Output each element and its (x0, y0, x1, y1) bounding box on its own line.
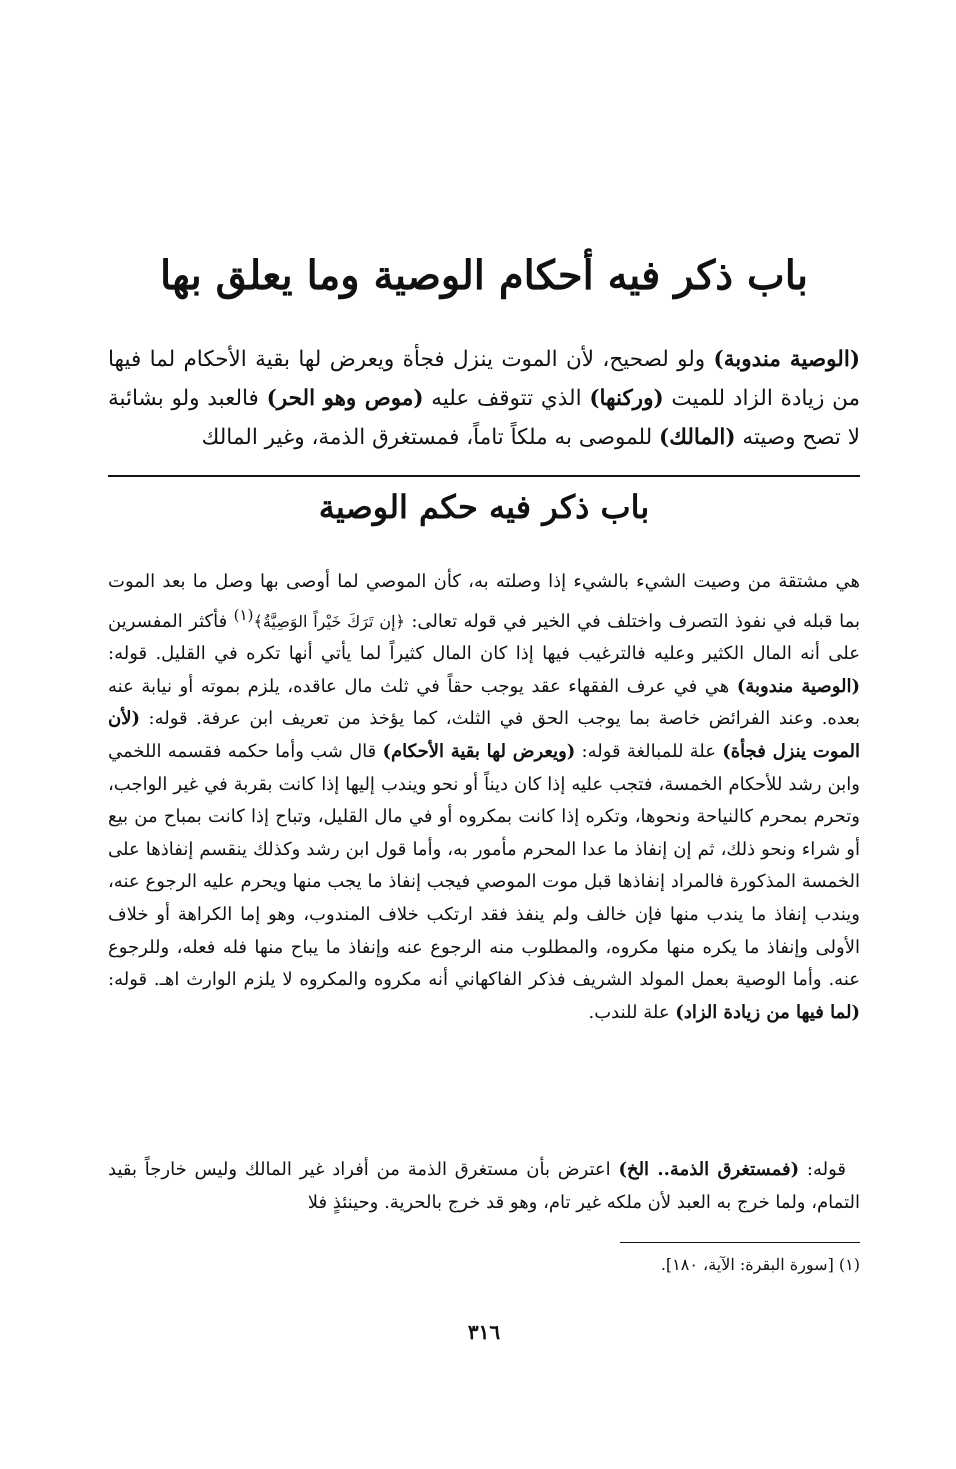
footnote: (١) [سورة البقرة: الآية، ١٨٠]. (660, 1255, 860, 1274)
matn-span-2: الذي تتوقف عليه (423, 386, 590, 411)
commentary-text-2 (108, 1154, 860, 1219)
footnote-rule (620, 1242, 860, 1243)
quran-verse: ﴿إن تَرَكَ خَيْراً الوَصِيَّةُ﴾ (253, 611, 405, 631)
sharh-span-4: علة للمبالغة قوله: (575, 740, 723, 762)
footnote-marker: (١) (233, 605, 254, 624)
section-divider (108, 475, 860, 477)
sharh-span-1: هي مشتقة من وصيت الشيء بالشيء إذا وصلته به، كأن الموصي لما أوصى بها وصل ما بعد الموت بما قبله في نفوذ التصرف واختلف في الخير في قوله تعالى: (108, 571, 860, 632)
matn-span-1: ولو لصحيح، لأن الموت ينزل فجأة ويعرض لها بقية الأحكام لما فيها من زيادة الزاد للميت (108, 347, 860, 411)
sharh-span-5: قال شب وأما حكمه فقسمه اللخمي وابن رشد للأحكام الخمسة، فتجب عليه إذا كان ديناً أو نحو ويندب إليها إذا كانت بقربة في غير الواجب، وتحرم بمحرم كالنياحة ونحوها، وتكره إذا كانت بمكروه أو في مال القليل، وتباح إذا كانت بمباح من بيع أو شراء ونحو ذلك، ثم إن إنفاذ ما عدا المحرم مأمور به، وأما قول ابن رشد وكذلك ينقسم إنفاذها على الخمسة المذكورة فالمراد إنفاذها قبل موت الموصي فيجب إنفاذ ما يجب منها ويحرم عليه الرجوع عنه، ويندب إنفاذ ما يندب منها فإن خالف ولم ينفذ فقد ارتكب خلاف المندوب، وهو إما الكراهة أو خلاف الأولى وإنفاذ ما يكره منها مكروه، والمطلوب منه الرجوع عنه وإنفاذ ما يباح منها فله فعله، وللرجوع عنه. وأما الوصية بعمل المولد الشريف فذكر الفاكهاني أنه مكروه والمكروه لا يلزم الوارث اهـ. قوله: (108, 740, 860, 991)
chapter-title: باب ذكر فيه أحكام الوصية وما يعلق بها (159, 252, 809, 299)
matn-bold-1: (الوصية مندوبة) (713, 347, 860, 372)
matn-bold-3: (موص وهو الحر) (266, 386, 424, 411)
sharh2-span-1: قوله: (799, 1159, 846, 1180)
sharh-span-2: فأكثر المفسرين على أنه المال الكثير وعليه فالترغيب فيها إذا كان المال كثيراً لما يأتي أنها تكره في القليل. قوله: (108, 610, 860, 665)
sharh-bold-4: (لما فيها من زيادة الزاد) (675, 1001, 860, 1023)
sharh-bold-1: (الوصية مندوبة) (736, 675, 860, 697)
sharh-span-6: علة للندب. (588, 1001, 676, 1023)
page (108, 0, 860, 1469)
page-number: ٣١٦ (467, 1320, 501, 1344)
matn-bold-2: (وركنها) (589, 386, 664, 411)
matn-text (108, 340, 860, 457)
sharh-bold-3: (ويعرض لها بقية الأحكام) (382, 740, 576, 762)
sharh-span-3: هي في عرف الفقهاء عقد يوجب حقاً في ثلث مال عاقده، يلزم بموته أو نيابة عنه بعده. وعند الفرائض خاصة بما يوجب الحق في الثلث، كما يؤخذ من تعريف ابن عرفة. قوله: (108, 675, 860, 730)
matn-span-4: للموصى به ملكاً تاماً، فمستغرق الذمة، وغير المالك (201, 425, 660, 450)
sharh2-bold-1: (فمستغرق الذمة.. الخ) (618, 1159, 800, 1180)
sharh2-span-2: اعترض بأن مستغرق الذمة من أفراد غير المالك وليس خارجاً بقيد التمام، ولما خرج به العبد لأن ملكه غير تام، وهو قد خرج بالحرية. وحينئذٍ فلا (108, 1159, 860, 1213)
commentary-text (108, 566, 860, 1029)
sharh-bold-2: (لأن الموت ينزل فجأة) (108, 708, 860, 762)
matn-span-3: فالعبد ولو بشائبة لا تصح وصيته (108, 386, 860, 450)
section-title: باب ذكر فيه حكم الوصية (318, 488, 650, 526)
matn-bold-4: (المالك) (659, 425, 736, 450)
